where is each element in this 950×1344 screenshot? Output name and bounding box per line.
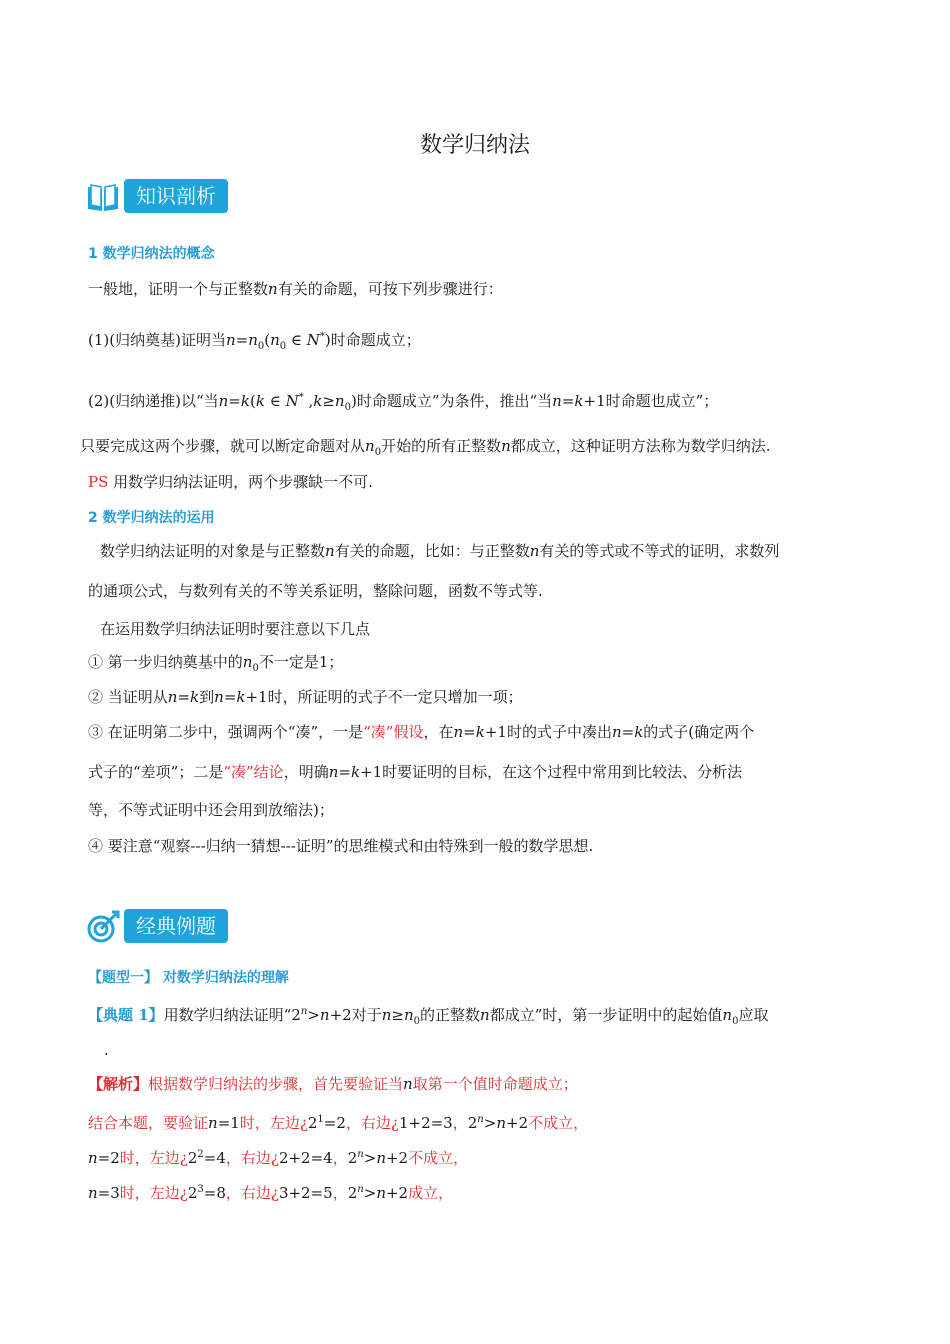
paragraph: 数学归纳法证明的对象是与正整数n有关的命题，比如：与正整数n有关的等式或不等式的证明，求数列 [100,542,780,560]
list-item: ② 当证明从n=k到n=k+1时，所证明的式子不一定只增加一项； [88,688,523,706]
solution-row: n=2时，左边¿$2^2=4$，右边¿2+2=4，$2^n>n+2$不成立， [88,1149,469,1167]
example-question: 【典题 1】用数学归纳法证明“$2^n>n+2$对于$n\ge n_0$的正整数n都成立”时，第一步证明中的起始值$n_0$应取 [88,1006,769,1027]
list-item: ③ 在证明第二步中，强调两个“凑”，一是“凑”假设，在n=k+1时的式子中凑出n=k的式子(确定两个 [88,723,755,741]
target-arrow-icon [86,908,120,944]
solution-row: 结合本题，要验证n=1时，左边¿$2^1=2$，右边¿1+2=3，$2^n>n+2$不成立， [88,1114,589,1132]
list-item-cont: 等，不等式证明中还会用到放缩法)； [88,801,334,819]
section-banner-examples [86,908,228,944]
section-heading: 2 数学归纳法的运用 [88,510,215,526]
solution-row: n=3时，左边¿$2^3=8$，右边¿3+2=5，$2^n>n+2$成立， [88,1184,454,1202]
conclusion: 只要完成这两个步骤，就可以断定命题对从$n_0$开始的所有正整数n都成立，这种证明方法称为数学归纳法. [80,437,771,458]
page-title: 数学归纳法 [419,133,530,158]
paragraph: 的通项公式，与数列有关的不等关系证明，整除问题，函数不等式等. [88,582,543,600]
paragraph: 在运用数学归纳法证明时要注意以下几点 [100,620,371,638]
paragraph: 一般地，证明一个与正整数n有关的命题，可按下列步骤进行： [88,280,503,298]
solution-intro: 【解析】根据数学归纳法的步骤，首先要验证当n取第一个值时命题成立； [88,1075,578,1093]
list-item: ① 第一步归纳奠基中的$n_0$不一定是1； [88,653,344,674]
banner-label: 经典例题 [124,909,228,943]
ps-note: PS 用数学归纳法证明，两个步骤缺一不可. [88,473,373,491]
list-item: ④ 要注意“观察---归纳一猜想---证明”的思维模式和由特殊到一般的数学思想. [88,837,594,855]
step-one: (1)(归纳奠基)证明当$n=n_0(n_0$ ∈ N*)时命题成立； [88,331,421,352]
list-item-cont: 式子的“差项”；二是“凑”结论，明确n=k+1时要证明的目标，在这个过程中常用到比较法、分析法 [88,763,743,781]
section-heading: 1 数学归纳法的概念 [88,246,215,262]
open-book-icon [86,178,120,214]
section-banner-knowledge [86,178,228,214]
answer-blank: . [104,1041,109,1059]
banner-label: 知识剖析 [124,179,228,213]
question-type: 【题型一】 对数学归纳法的理解 [88,970,289,986]
step-two: (2)(归纳递推)以“当n=k(k ∈ N* $,k\ge n_0$)时命题成立”为条件，推出“当n=k+1时命题也成立”； [88,392,719,413]
